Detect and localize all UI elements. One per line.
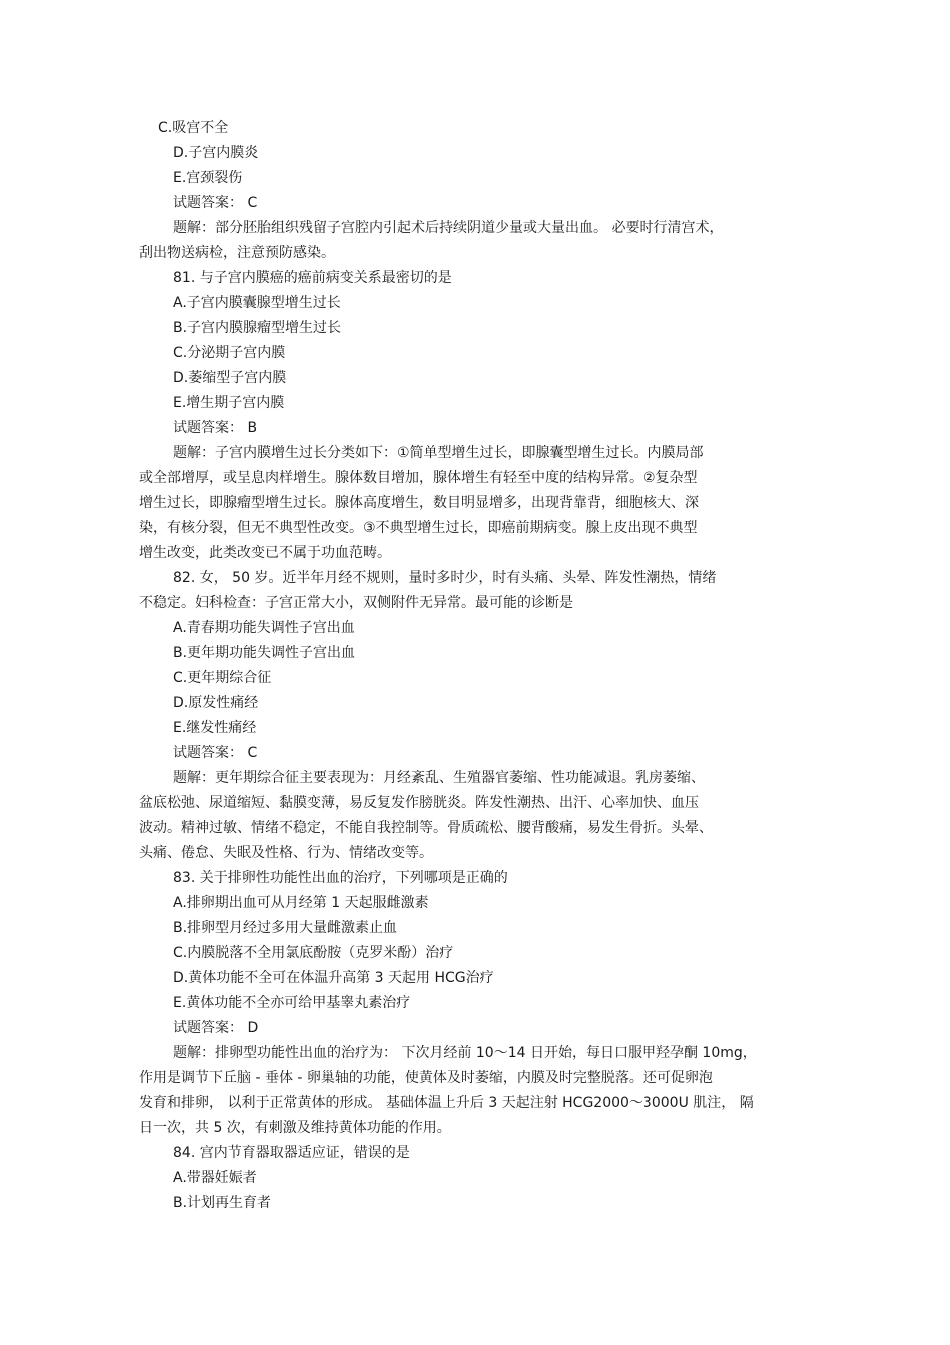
option-line: A.子宫内膜囊腺型增生过长 (173, 295, 341, 311)
question-line: 82. 女， 50 岁。近半年月经不规则，量时多时少，时有头痛、头晕、阵发性潮热，情绪 (173, 570, 717, 586)
explanation-line: 波动。精神过敏、情绪不稳定，不能自我控制等。骨质疏松、腰背酸痛，易发生骨折。头晕、 (139, 820, 713, 836)
explanation-line: 增生过长，即腺瘤型增生过长。腺体高度增生，数目明显增多，出现背靠背，细胞核大、深 (139, 495, 699, 511)
explanation-line: 染，有核分裂，但无不典型性改变。③不典型增生过长，即癌前期病变。腺上皮出现不典型 (139, 520, 698, 536)
explanation-line: 盆底松弛、尿道缩短、黏膜变薄，易反复发作膀胱炎。阵发性潮热、出汗、心率加快、血压 (139, 795, 699, 811)
option-line: E.宫颈裂伤 (173, 170, 243, 186)
option-line: B.计划再生育者 (173, 1195, 272, 1211)
explanation-line: 日一次，共 5 次，有刺激及维持黄体功能的作用。 (139, 1120, 451, 1136)
option-line: E.继发性痛经 (173, 720, 257, 736)
explanation-line: 刮出物送病检，注意预防感染。 (139, 245, 335, 261)
question-line: 83. 关于排卵性功能性出血的治疗，下列哪项是正确的 (173, 870, 508, 886)
option-line: C.吸宫不全 (158, 120, 229, 136)
option-line: A.青春期功能失调性子宫出血 (173, 620, 355, 636)
question-line: 84. 宫内节育器取器适应证，错误的是 (173, 1145, 410, 1161)
answer-line: 试题答案： B (173, 420, 258, 436)
option-line: B.排卵型月经过多用大量雌激素止血 (173, 920, 398, 936)
question-line: 不稳定。妇科检查：子宫正常大小，双侧附件无异常。最可能的诊断是 (139, 595, 573, 611)
question-line: 81. 与子宫内膜癌的癌前病变关系最密切的是 (173, 270, 452, 286)
option-line: C.内膜脱落不全用氯底酚胺（克罗米酚）治疗 (173, 945, 454, 961)
answer-line: 试题答案： C (173, 195, 258, 211)
option-line: A.带器妊娠者 (173, 1170, 257, 1186)
explanation-line: 作用是调节下丘脑 - 垂体 - 卵巢轴的功能，使黄体及时萎缩，内膜及时完整脱落。还可促卵泡 (139, 1070, 713, 1086)
answer-line: 试题答案： C (173, 745, 258, 761)
option-line: C.更年期综合征 (173, 670, 272, 686)
explanation-line: 题解：更年期综合征主要表现为：月经紊乱、生殖器官萎缩、性功能减退。乳房萎缩、 (173, 770, 705, 786)
explanation-line: 或全部增厚，或呈息肉样增生。腺体数目增加，腺体增生有轻至中度的结构异常。②复杂型 (139, 470, 698, 486)
option-line: E.增生期子宫内膜 (173, 395, 285, 411)
explanation-line: 发育和排卵， 以利于正常黄体的形成。 基础体温上升后 3 天起注射 HCG2000～3000U 肌注， 隔 (139, 1095, 754, 1111)
option-line: B.更年期功能失调性子宫出血 (173, 645, 356, 661)
answer-line: 试题答案： D (173, 1020, 259, 1036)
explanation-line: 头痛、倦怠、失眠及性格、行为、情绪改变等。 (139, 845, 433, 861)
explanation-line: 题解：子宫内膜增生过长分类如下：①简单型增生过长，即腺囊型增生过长。内膜局部 (173, 445, 704, 461)
option-line: C.分泌期子宫内膜 (173, 345, 286, 361)
option-line: D.原发性痛经 (173, 695, 259, 711)
explanation-line: 增生改变，此类改变已不属于功血范畴。 (139, 545, 391, 561)
explanation-line: 题解：部分胚胎组织残留子宫腔内引起术后持续阴道少量或大量出血。 必要时行清宫术， (173, 220, 724, 236)
option-line: E.黄体功能不全亦可给甲基睾丸素治疗 (173, 995, 411, 1011)
option-line: A.排卵期出血可从月经第 1 天起服雌激素 (173, 895, 429, 911)
option-line: D.黄体功能不全可在体温升高第 3 天起用 HCG治疗 (173, 970, 494, 986)
option-line: D.萎缩型子宫内膜 (173, 370, 287, 386)
option-line: B.子宫内膜腺瘤型增生过长 (173, 320, 342, 336)
option-line: D.子宫内膜炎 (173, 145, 259, 161)
explanation-line: 题解：排卵型功能性出血的治疗为： 下次月经前 10～14 日开始，每日口服甲羟孕酮 10mg， (173, 1045, 757, 1061)
